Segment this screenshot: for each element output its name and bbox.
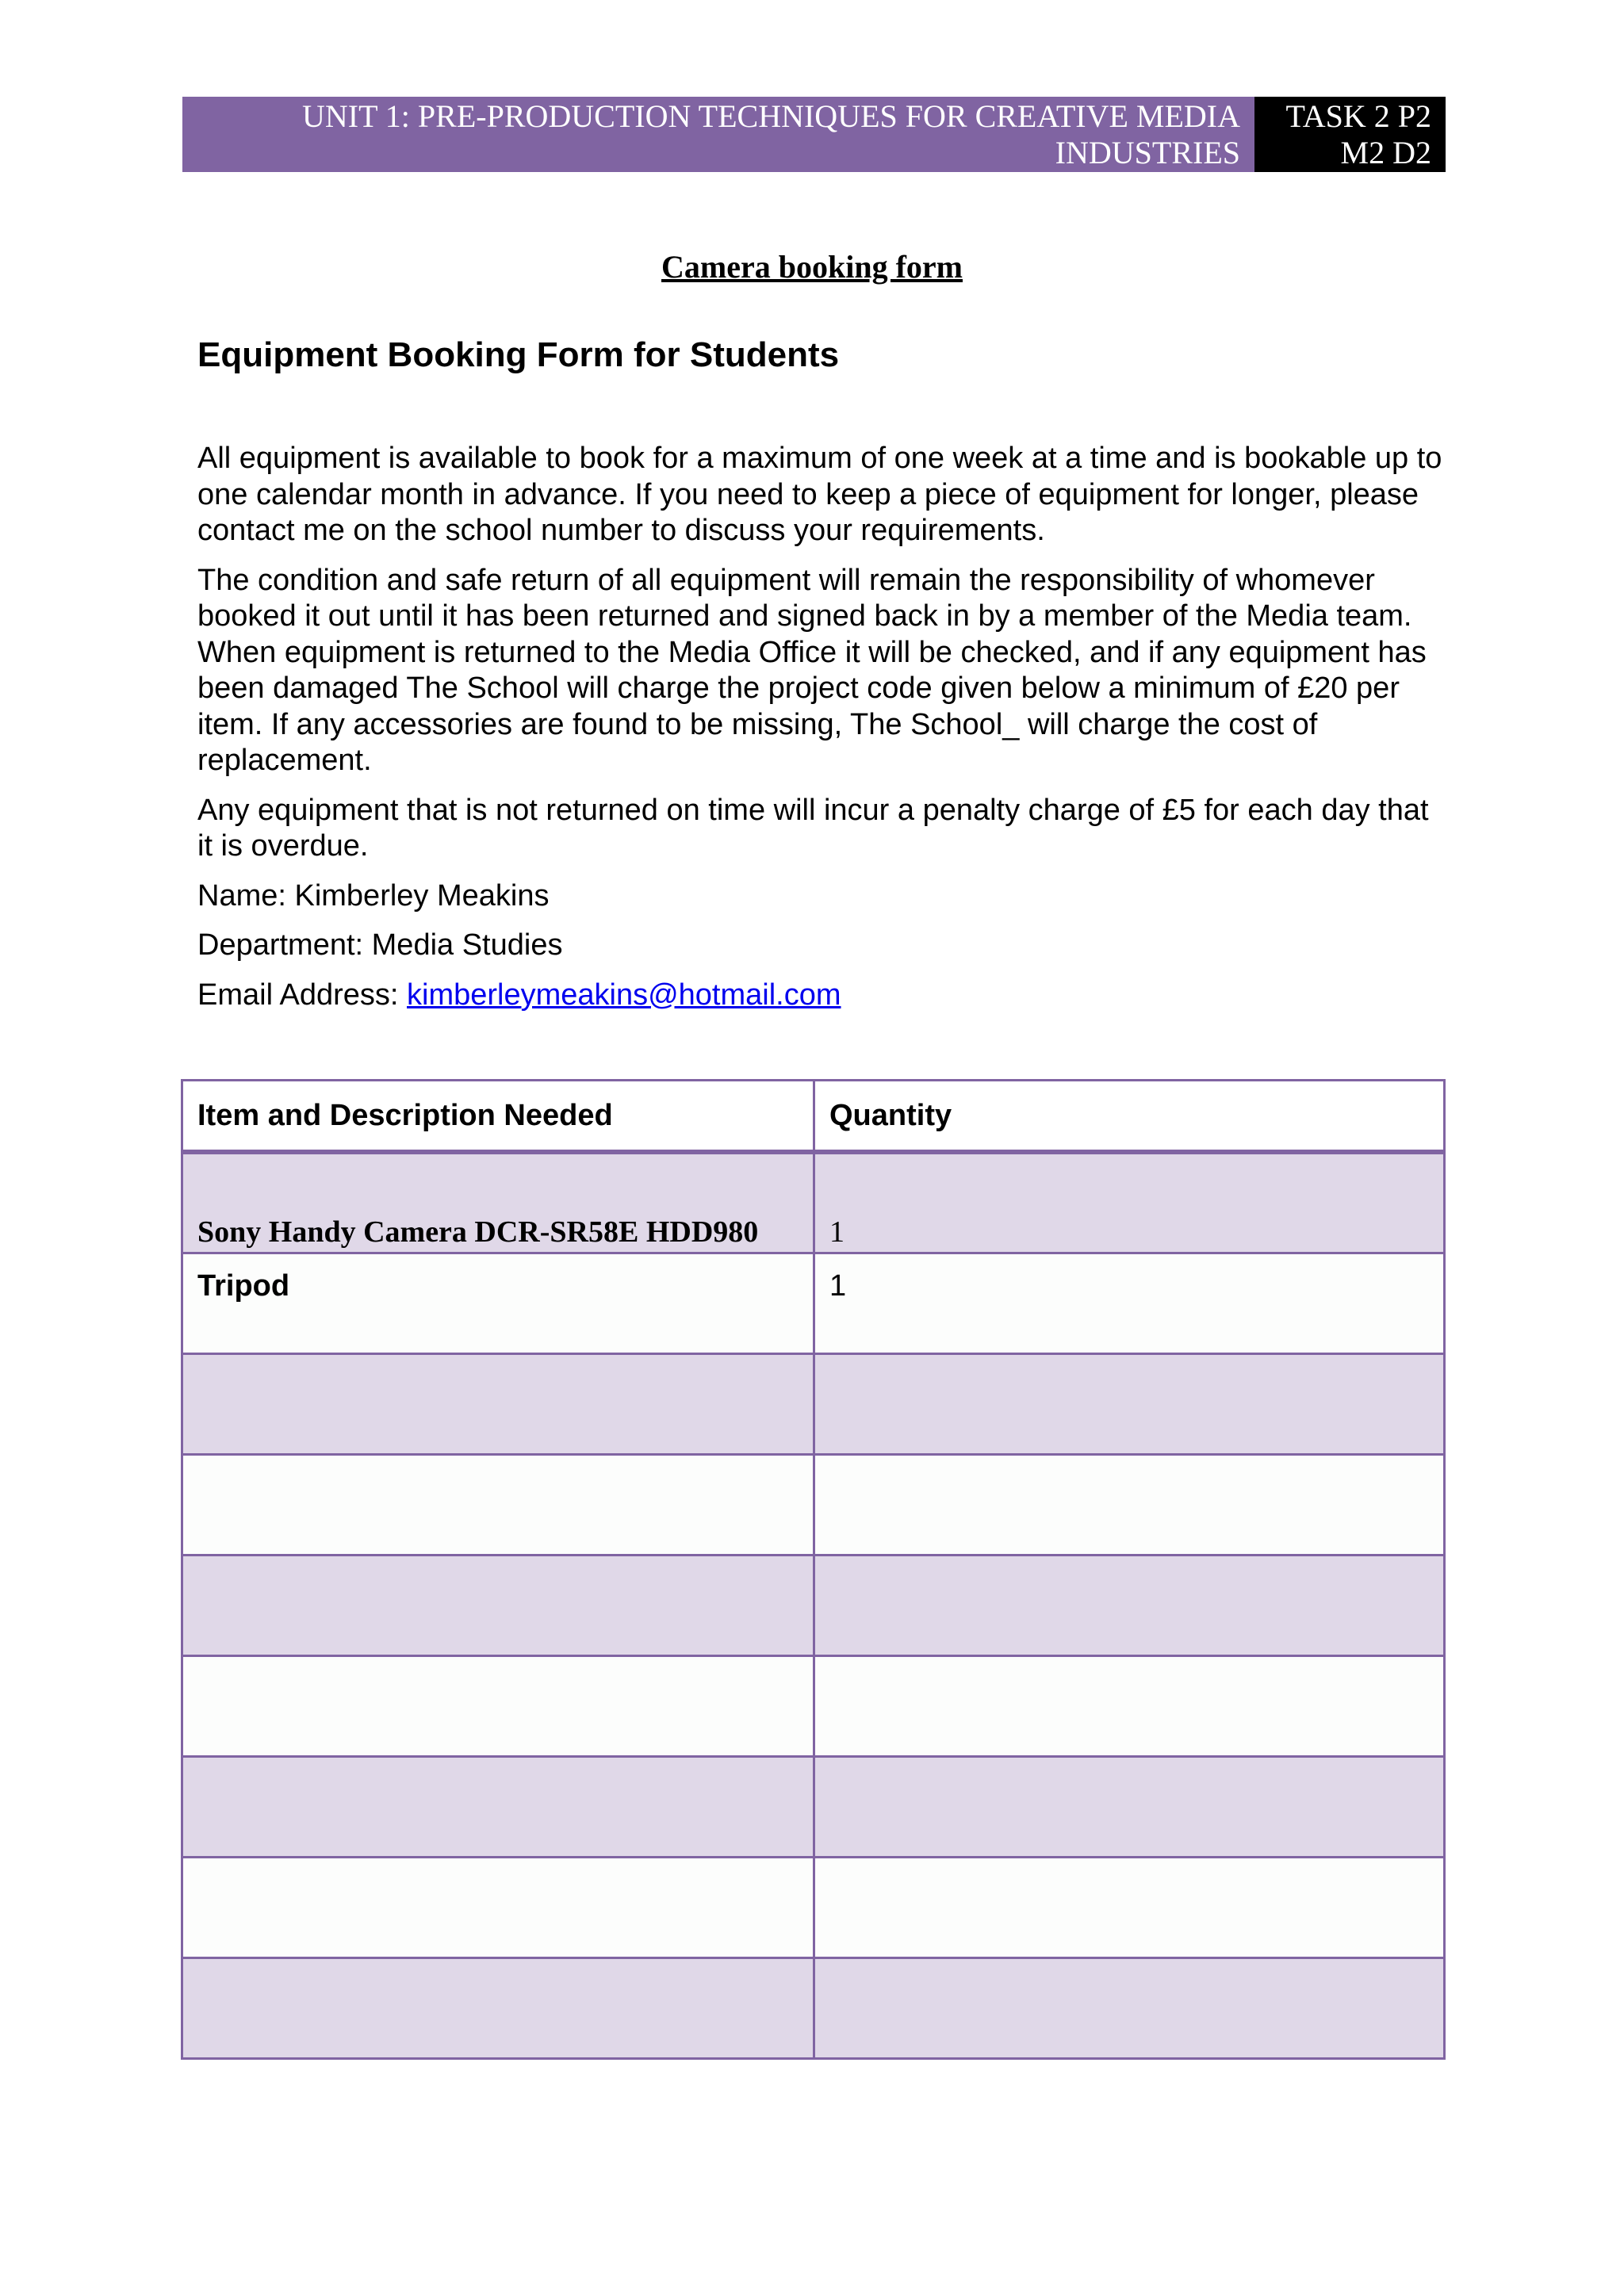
task-code-line-2: M2 D2 — [1340, 135, 1431, 170]
quantity-cell — [814, 1756, 1445, 1857]
table-row — [182, 1253, 1445, 1353]
table-row — [182, 1756, 1445, 1857]
quantity-cell — [814, 1454, 1445, 1555]
item-cell — [182, 1957, 814, 2058]
quantity-cell — [814, 1655, 1445, 1756]
email-label: Email Address: — [197, 978, 407, 1012]
unit-title-box — [182, 97, 1254, 172]
quantity-cell: 1 — [814, 1152, 1445, 1253]
page-header — [182, 97, 1446, 172]
table-row — [182, 1152, 1445, 1253]
header-quantity: Quantity — [814, 1081, 1445, 1153]
paragraph-responsibility: The condition and safe return of all equipment will remain the responsibility of whomever booked it out until it has been returned and signed back in by a member of the Media team. When equipment is returned to the Media Office it will be checked, and if any equipment has been damaged The School will charge the project code given below a minimum of £20 per item. If any accessories are found to be missing, The School_ will charge the cost of replacement. — [197, 563, 1427, 777]
document-body — [197, 441, 1450, 1027]
name-field: Name: Kimberley Meakins — [197, 878, 550, 913]
task-code-line-1: TASK 2 P2 — [1285, 98, 1431, 134]
quantity-cell — [814, 1957, 1445, 2058]
table-header-row — [182, 1081, 1445, 1153]
table-row — [182, 1555, 1445, 1655]
quantity-cell — [814, 1857, 1445, 1957]
paragraph-availability: All equipment is available to book for a maximum of one week at a time and is bookable up to one calendar month in advance. If you need to keep a piece of equipment for longer, please contact me on the school number to discuss your requirements. — [197, 442, 1442, 547]
item-cell: Sony Handy Camera DCR-SR58E HDD980 — [182, 1152, 814, 1253]
item-cell — [182, 1555, 814, 1655]
unit-title-line-2: INDUSTRIES — [1055, 135, 1240, 170]
document-title: Camera booking form — [661, 249, 963, 285]
table-row — [182, 1957, 1445, 2058]
item-cell — [182, 1857, 814, 1957]
item-cell — [182, 1454, 814, 1555]
header-item: Item and Description Needed — [182, 1081, 814, 1153]
paragraph-penalty: Any equipment that is not returned on time will incur a penalty charge of £5 for each day that it is overdue. — [197, 793, 1429, 863]
item-cell — [182, 1655, 814, 1756]
table-row — [182, 1353, 1445, 1454]
quantity-cell — [814, 1353, 1445, 1454]
unit-title-line-1: UNIT 1: PRE-PRODUCTION TECHNIQUES FOR CREATIVE MEDIA — [302, 98, 1240, 134]
task-code-box — [1254, 97, 1446, 172]
email-link[interactable]: kimberleymeakins@hotmail.com — [407, 978, 841, 1012]
item-cell — [182, 1353, 814, 1454]
item-cell: Tripod — [182, 1253, 814, 1353]
equipment-table — [181, 1079, 1446, 2060]
item-cell — [182, 1756, 814, 1857]
department-field: Department: Media Studies — [197, 928, 563, 962]
table-row — [182, 1857, 1445, 1957]
email-field — [197, 978, 1450, 1014]
form-heading: Equipment Booking Form for Students — [197, 335, 840, 374]
table-row — [182, 1655, 1445, 1756]
quantity-cell: 1 — [814, 1253, 1445, 1353]
table-row — [182, 1454, 1445, 1555]
quantity-cell — [814, 1555, 1445, 1655]
